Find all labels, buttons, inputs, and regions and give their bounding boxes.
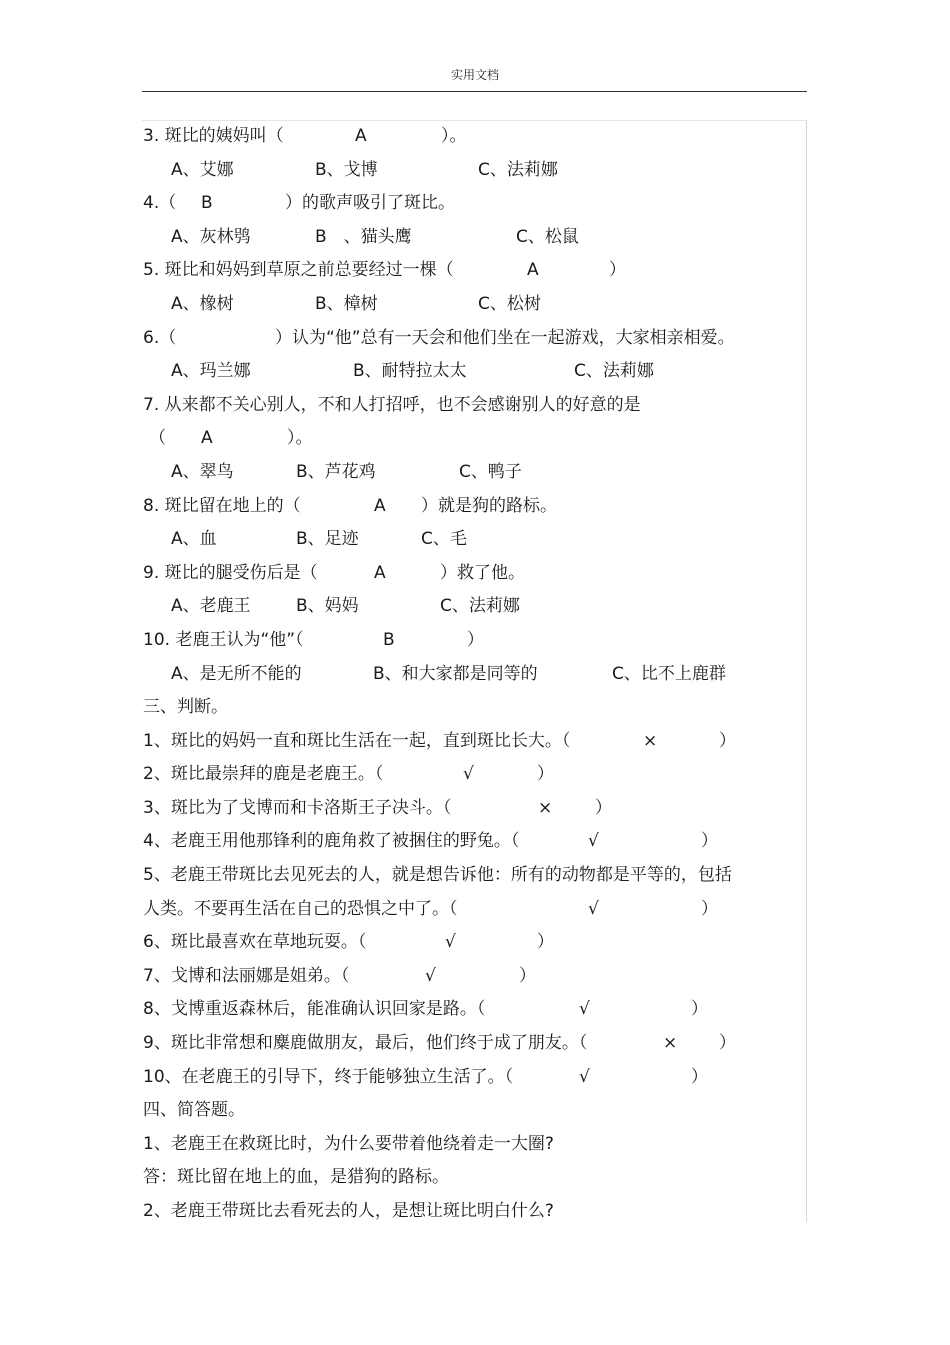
short-answer-question-1 xyxy=(143,1128,803,1162)
section-heading: 四、简答题。 xyxy=(143,1100,245,1121)
judgment-text: 7、戈博和法丽娜是姐弟。（ xyxy=(143,965,350,986)
option-b: B 、猫头鹰 xyxy=(315,226,412,247)
option-a: A、玛兰娜 xyxy=(171,361,251,382)
question-10-options xyxy=(143,658,803,692)
question-close: ） xyxy=(609,260,626,281)
judgment-mark: √ xyxy=(579,1066,590,1087)
judgment-mark: √ xyxy=(579,999,590,1020)
question-7-answer-line xyxy=(143,422,803,456)
judgment-close: ） xyxy=(691,999,708,1020)
question-3-options xyxy=(143,154,803,188)
question-5-options xyxy=(143,288,803,322)
question-text: 5. 斑比和妈妈到草原之前总要经过一棵（ xyxy=(143,260,454,281)
judgment-item-8 xyxy=(143,993,803,1027)
answer-letter: A xyxy=(374,562,386,583)
page-frame-right xyxy=(806,120,807,1222)
judgment-mark: × xyxy=(663,1033,678,1054)
question-open: 4.（ xyxy=(143,193,177,214)
judgment-text: 5、老鹿王带斑比去见死去的人，就是想告诉他：所有的动物都是平等的，包括 xyxy=(143,865,732,886)
question-close: ）就是狗的路标。 xyxy=(421,495,557,516)
option-c: C、法莉娜 xyxy=(440,596,520,617)
judgment-text: 人类。不要再生活在自己的恐惧之中了。（ xyxy=(143,898,458,919)
option-b: B、足迹 xyxy=(296,529,359,550)
question-text: 2、老鹿王带斑比去看死去的人，是想让斑比明白什么? xyxy=(143,1201,554,1221)
judgment-item-5-continued xyxy=(143,893,803,927)
judgment-text: 3、斑比为了戈博而和卡洛斯王子决斗。（ xyxy=(143,797,452,818)
answer-letter: A xyxy=(201,428,213,449)
judgment-item-10 xyxy=(143,1061,803,1095)
short-answer-heading xyxy=(143,1094,803,1128)
judgment-item-1 xyxy=(143,725,803,759)
question-close: ）。 xyxy=(441,126,467,146)
question-9-options xyxy=(143,590,803,624)
question-open: （ xyxy=(149,428,166,449)
question-text: 8. 斑比留在地上的（ xyxy=(143,495,301,516)
question-8 xyxy=(143,490,803,524)
judgment-close: ） xyxy=(701,898,718,919)
short-answer-question-2 xyxy=(143,1195,803,1229)
judgment-text: 2、斑比最崇拜的鹿是老鹿王。（ xyxy=(143,764,384,785)
option-c: C、法莉娜 xyxy=(574,361,654,382)
answer-letter: B xyxy=(383,629,395,650)
judgment-close: ） xyxy=(691,1066,708,1087)
question-9 xyxy=(143,557,803,591)
option-b: B、樟树 xyxy=(315,293,378,314)
option-b: B、和大家都是同等的 xyxy=(373,663,538,684)
answer-letter: A xyxy=(374,495,386,516)
question-5 xyxy=(143,254,803,288)
page-header: 实用文档 xyxy=(450,68,499,82)
question-text: 10. 老鹿王认为“他”（ xyxy=(143,629,304,650)
answer-letter: A xyxy=(527,260,539,281)
judgment-mark: √ xyxy=(425,965,436,986)
judgment-mark: √ xyxy=(588,831,599,852)
judgment-item-4 xyxy=(143,825,803,859)
judgment-item-3 xyxy=(143,792,803,826)
judgment-close: ） xyxy=(719,1033,736,1054)
judgment-text: 8、戈博重返森林后，能准确认识回家是路。（ xyxy=(143,999,486,1020)
judgment-text: 1、斑比的妈妈一直和斑比生活在一起，直到斑比长大。（ xyxy=(143,730,571,751)
question-4-options xyxy=(143,221,803,255)
question-4 xyxy=(143,187,803,221)
option-c: C、松鼠 xyxy=(516,226,579,247)
option-b: B、戈博 xyxy=(315,159,378,180)
option-a: A、翠鸟 xyxy=(171,461,234,482)
judgment-item-7 xyxy=(143,960,803,994)
judgment-close: ） xyxy=(701,831,718,852)
answer-letter: B xyxy=(201,193,213,214)
answer-text: 答：斑比留在地上的血，是猎狗的路标。 xyxy=(143,1167,449,1188)
question-text: 9. 斑比的腿受伤后是（ xyxy=(143,562,318,583)
judgment-text: 4、老鹿王用他那锋利的鹿角救了被捆住的野兔。（ xyxy=(143,831,520,852)
question-close: ）救了他。 xyxy=(440,562,525,583)
option-a: A、是无所不能的 xyxy=(171,663,302,684)
judgment-item-6 xyxy=(143,926,803,960)
question-text: ）认为“他”总有一天会和他们坐在一起游戏，大家相亲相爱。 xyxy=(275,327,735,348)
judgment-mark: √ xyxy=(588,898,599,919)
judgment-mark: √ xyxy=(445,932,456,953)
judgment-close: ） xyxy=(537,764,554,785)
judgment-text: 10、在老鹿王的引导下，终于能够独立生活了。（ xyxy=(143,1066,514,1087)
short-answer-answer-1 xyxy=(143,1161,803,1195)
option-b: B、妈妈 xyxy=(296,596,359,617)
header-divider xyxy=(142,91,807,92)
option-a: A、血 xyxy=(171,529,217,550)
option-a: A、艾娜 xyxy=(171,159,234,180)
option-b: B、耐特拉太太 xyxy=(353,361,467,382)
question-10 xyxy=(143,624,803,658)
question-3 xyxy=(143,120,803,154)
question-close: ） xyxy=(467,629,484,650)
judgment-text: 9、斑比非常想和麋鹿做朋友，最后，他们终于成了朋友。（ xyxy=(143,1033,588,1054)
question-6-options xyxy=(143,355,803,389)
section-heading: 三、判断。 xyxy=(143,697,228,718)
judgment-close: ） xyxy=(719,730,736,751)
judgment-mark: √ xyxy=(463,764,474,785)
question-text: 3. 斑比的姨妈叫（ xyxy=(143,126,284,146)
question-close: ）。 xyxy=(287,428,313,449)
question-7-options xyxy=(143,456,803,490)
option-c: C、比不上鹿群 xyxy=(612,663,726,684)
question-text: 1、老鹿王在救斑比时，为什么要带着他绕着走一大圈? xyxy=(143,1133,554,1154)
judgment-heading xyxy=(143,691,803,725)
option-a: A、老鹿王 xyxy=(171,596,251,617)
option-c: C、松树 xyxy=(478,293,541,314)
judgment-text: 6、斑比最喜欢在草地玩耍。（ xyxy=(143,932,367,953)
question-text: ）的歌声吸引了斑比。 xyxy=(285,193,455,214)
question-text: 7. 从来都不关心别人，不和人打招呼，也不会感谢别人的好意的是 xyxy=(143,394,641,415)
option-c: C、鸭子 xyxy=(459,461,522,482)
judgment-close: ） xyxy=(595,797,612,818)
judgment-close: ） xyxy=(537,932,554,953)
option-a: A、灰林鸮 xyxy=(171,226,251,247)
question-6 xyxy=(143,322,803,356)
judgment-mark: × xyxy=(643,730,658,751)
option-c: C、法莉娜 xyxy=(478,159,558,180)
option-a: A、橡树 xyxy=(171,293,234,314)
question-8-options xyxy=(143,523,803,557)
judgment-item-2 xyxy=(143,758,803,792)
question-open: 6.（ xyxy=(143,327,177,348)
judgment-item-5 xyxy=(143,859,803,893)
option-b: B、芦花鸡 xyxy=(296,461,376,482)
judgment-close: ） xyxy=(519,965,536,986)
worksheet-content xyxy=(143,120,803,1229)
question-7 xyxy=(143,389,803,423)
option-c: C、毛 xyxy=(421,529,467,550)
answer-letter: A xyxy=(355,126,367,146)
judgment-item-9 xyxy=(143,1027,803,1061)
judgment-mark: × xyxy=(538,797,553,818)
